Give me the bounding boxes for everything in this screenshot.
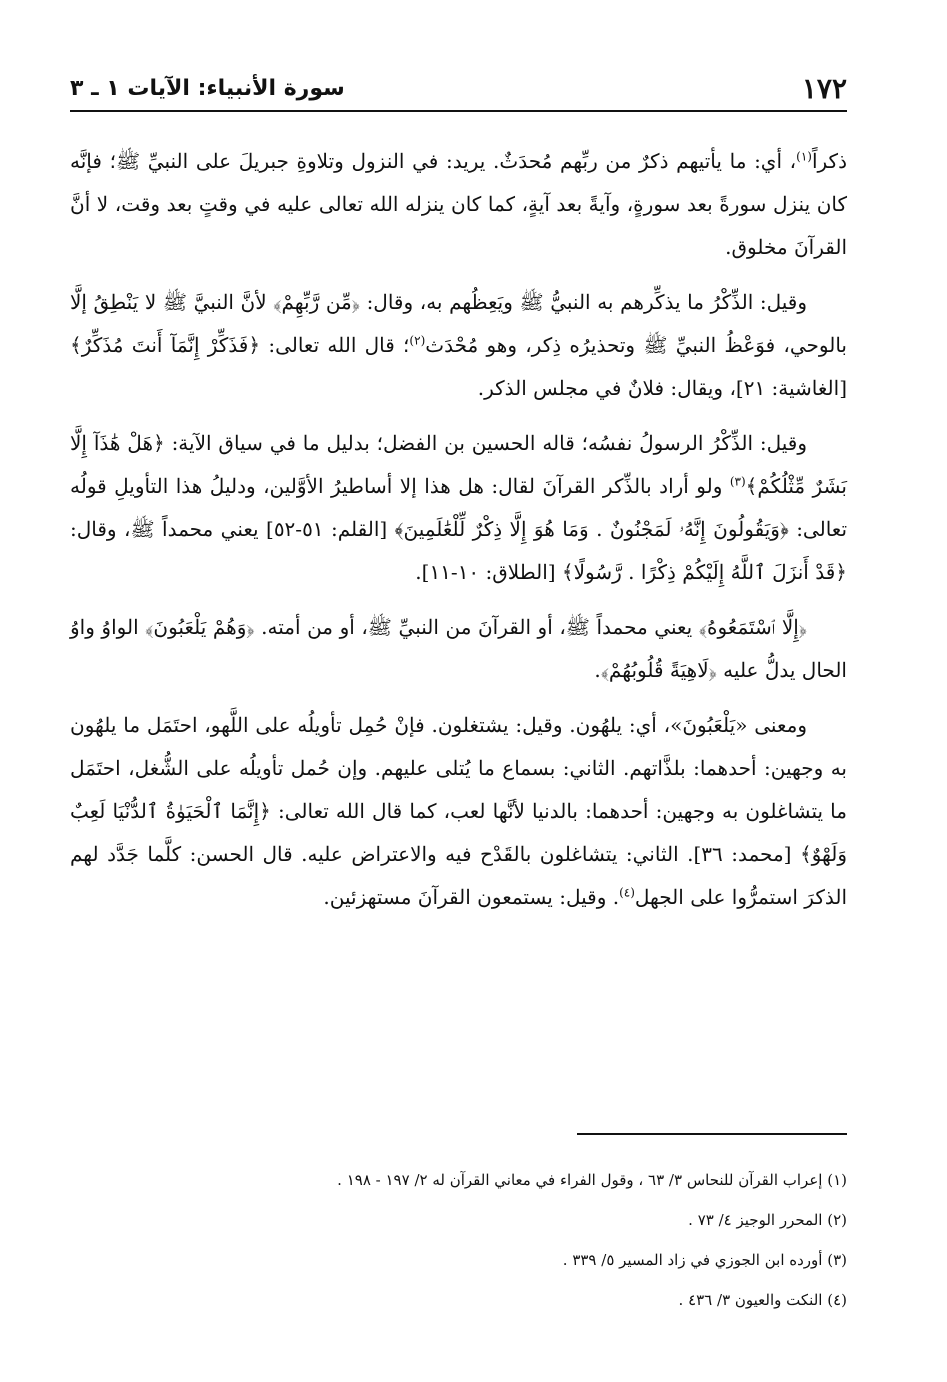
footnote-reference: (٣)	[729, 474, 746, 489]
paragraph-text: وقيل: الذِّكْرُ الرسولُ نفسُه؛ قاله الحسين بن الفضل؛ بدليل ما في سياق الآية: ﴿هَلْ هَٰذَآ إِلَّا بَشَرٌ مِّثْلُكُمْ﴾	[70, 431, 847, 498]
paragraph	[70, 606, 847, 692]
paragraph	[70, 281, 847, 410]
paragraph-text: ﴿إِلَّا ٱسْتَمَعُوهُ﴾ يعني محمداً ﷺ، أو القرآنَ من النبيِّ ﷺ، أو من أمته. ﴿وَهُمْ يَلْعَبُونَ﴾ الواوُ واوُ الحال يدلُّ عليه ﴿لَاهِيَةً قُلُوبُهُمْ﴾.	[70, 615, 847, 682]
footnote-reference: (١)	[796, 149, 812, 164]
footnote-2: (٢) المحرر الوجيز ٤/ ٧٣ .	[688, 1211, 847, 1229]
running-title: سورة الأنبياء: الآيات ١ ـ ٣	[70, 75, 345, 101]
paragraph-text: ؛ قال الله تعالى: ﴿فَذَكِّرْ إِنَّمَآ أَنتَ مُذَكِّرٌ﴾ [الغاشية: ٢١]، ويقال: فلانٌ في مجلس الذكر.	[70, 333, 847, 400]
footnote-reference: (٤)	[619, 885, 635, 900]
paragraph-text: . وقيل: يستمعون القرآنَ مستهزئين.	[323, 885, 620, 909]
footnote-3: (٣) أورده ابن الجوزي في زاد المسير ٥/ ٣٣٩ .	[562, 1251, 847, 1269]
paragraph	[70, 140, 847, 269]
paragraph-text: ولو أراد بالذِّكر القرآنَ لقال: هل هذا إلا أساطيرُ الأوَّلين، ودليلُ هذا التأويلِ قولُه تعالى: ﴿وَيَقُولُونَ إِنَّهُۥ لَمَجْنُونٌ . وَمَا هُوَ إِلَّا ذِكْرٌ لِّلْعَٰلَمِينَ﴾ [القلم: ٥١-٥٢] يعني محمداً ﷺ، وقال: ﴿قَدْ أَنزَلَ ٱللَّهُ إِلَيْكُمْ ذِكْرًا . رَّسُولًا﴾ [الطلاق: ١٠-١١].	[70, 474, 848, 584]
footnote-reference: (٢)	[409, 333, 426, 348]
main-text	[70, 140, 847, 931]
page-number: ١٧٢	[801, 71, 847, 105]
paragraph-text: وقيل: الذِّكْرُ ما يذكِّرهم به النبيُّ ﷺ ويَعِظُهم به، وقال: ﴿مِّن رَّبِّهِمْ﴾ لأنَّ النبيَّ ﷺ لا يَنْطِقُ إلَّا بالوحي، فوَعْظُ النبيِّ ﷺ وتحذيرُه ذِكر، وهو مُحْدَث	[70, 290, 847, 357]
footnotes	[70, 1160, 847, 1320]
footnote-1: (١) إعراب القرآن للنحاس ٣/ ٦٣ ، وقول الفراء في معاني القرآن له ٢/ ١٩٧ - ١٩٨ .	[337, 1171, 847, 1189]
footnote-divider	[577, 1133, 847, 1135]
page-header	[70, 66, 847, 112]
paragraph-text: ذكراً	[811, 149, 847, 173]
footnote-4: (٤) النكت والعيون ٣/ ٤٣٦ .	[678, 1291, 847, 1309]
paragraph-text: ، أي: ما يأتيهم ذكرٌ من ربِّهم مُحدَثٌ. يريد: في النزول وتلاوةِ جبريلَ على النبيِّ ﷺ؛ فإنَّه كان ينزل سورةً بعد سورةٍ، وآيةً بعد آيةٍ، كما كان ينزله الله تعالى عليه في وقتٍ بعد وقت، لا أنَّ القرآنَ مخلوق.	[70, 149, 847, 259]
paragraph	[70, 704, 847, 919]
paragraph	[70, 422, 847, 594]
paragraph-text: ومعنى «يَلْعَبُونَ»، أي: يلهُون. وقيل: يشتغلون. فإنْ حُمِل تأويلُه على اللَّهو، احتَمَل ما يلهُون به وجهين: أحدهما: بلذَّاتهم. الثاني: بسماع ما يُتلى عليهم. وإن حُمل تأويلُه على الشُّغل، احتَمَل ما يتشاغلون به وجهين: أحدهما: بالدنيا لأنَّها لعب، كما قال الله تعالى: ﴿إِنَّمَا ٱلْحَيَوٰةُ ٱلدُّنْيَا لَعِبٌ وَلَهْوٌ﴾ [محمد: ٣٦]. الثاني: يتشاغلون بالقَدْح فيه والاعتراض عليه. قال الحسن: كلَّما جَدَّد لهم الذكرَ استمرُّوا على الجهل	[70, 713, 847, 909]
